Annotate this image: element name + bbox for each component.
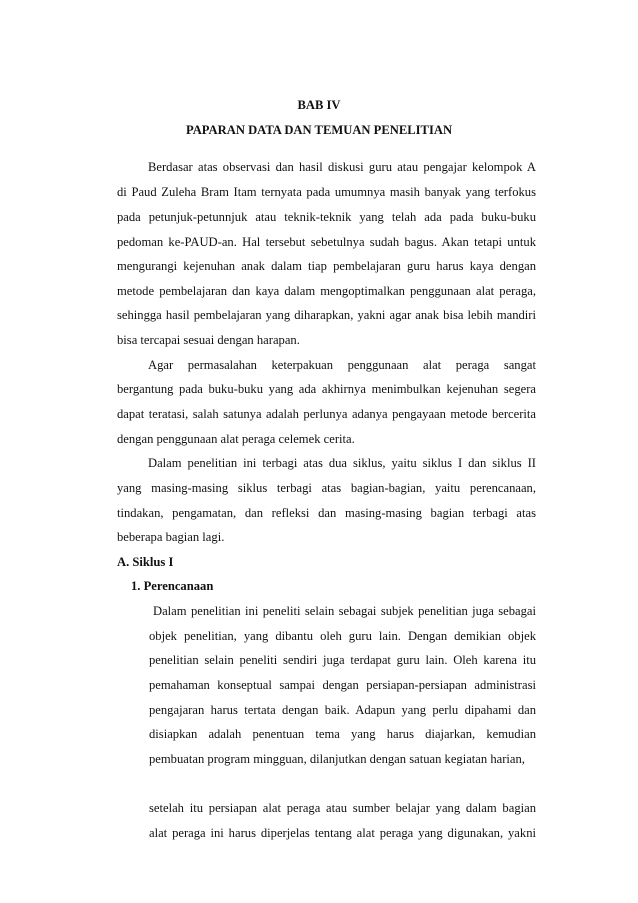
paragraph-line: pembuatan program mingguan, dilanjutkan dengan satuan kegiatan harian, xyxy=(149,752,525,766)
section-heading: A. Siklus I xyxy=(117,555,174,569)
paragraph-line: Dalam penelitian ini terbagi atas dua siklus, yaitu siklus I dan siklus II xyxy=(148,456,536,470)
paragraph-line: yang masing-masing siklus terbagi atas bagian-bagian, yaitu perencanaan, xyxy=(117,481,536,495)
paragraph-line: di Paud Zuleha Bram Itam ternyata pada umumnya masih banyak yang terfokus xyxy=(117,185,536,199)
paragraph-line: tindakan, pengamatan, dan refleksi dan masing-masing bagian terbagi atas xyxy=(117,506,536,520)
paragraph-line: pedoman ke-PAUD-an. Hal tersebut sebetulnya sudah bagus. Akan tetapi untuk xyxy=(117,235,536,249)
paragraph-line: objek penelitian, yang dibantu oleh guru lain. Dengan demikian objek xyxy=(149,629,536,643)
paragraph-line: bisa tercapai sesuai dengan harapan. xyxy=(117,333,300,347)
paragraph-line: dapat teratasi, salah satunya adalah perlunya adanya pengayaan metode bercerita xyxy=(117,407,536,421)
paragraph-line: setelah itu persiapan alat peraga atau sumber belajar yang dalam bagian xyxy=(149,801,536,815)
chapter-title: PAPARAN DATA DAN TEMUAN PENELITIAN xyxy=(185,123,453,137)
paragraph-line: pemahaman konseptual sampai dengan persiapan-persiapan administrasi xyxy=(149,678,536,692)
paragraph-line: sehingga hasil pembelajaran yang diharapkan, yakni agar anak bisa lebih mandiri xyxy=(117,308,536,322)
paragraph-line: bergantung pada buku-buku yang ada akhirnya menimbulkan kejenuhan segera xyxy=(117,382,536,396)
paragraph-line: Berdasar atas observasi dan hasil diskusi guru atau pengajar kelompok A xyxy=(148,160,536,174)
paragraph-line: metode pembelajaran dan kaya dalam mengoptimalkan penggunaan alat peraga, xyxy=(117,284,536,298)
paragraph-line: pada petunjuk-petunnjuk atau teknik-teknik yang telah ada pada buku-buku xyxy=(117,210,536,224)
paragraph-line: beberapa bagian lagi. xyxy=(117,530,225,544)
paragraph-line: penelitian selain peneliti sendiri juga terdapat guru lain. Oleh karena itu xyxy=(149,653,536,667)
paragraph-line: Agar permasalahan keterpakuan penggunaan alat peraga sangat xyxy=(148,358,536,372)
subsection-heading: 1. Perencanaan xyxy=(131,579,214,593)
paragraph-line: alat peraga ini harus diperjelas tentang alat peraga yang digunakan, yakni xyxy=(149,826,536,840)
paragraph-line: disiapkan adalah penentuan tema yang harus diajarkan, kemudian xyxy=(149,727,536,741)
paragraph-line: Dalam penelitian ini peneliti selain sebagai subjek penelitian juga sebagai xyxy=(153,604,536,618)
paragraph-line: mengurangi kejenuhan anak dalam tiap pembelajaran guru harus kaya dengan xyxy=(117,259,536,273)
paragraph-line: dengan penggunaan alat peraga celemek cerita. xyxy=(117,432,355,446)
paragraph-line: pengajaran harus tertata dengan baik. Adapun yang perlu dipahami dan xyxy=(149,703,536,717)
chapter-number: BAB IV xyxy=(297,98,341,112)
